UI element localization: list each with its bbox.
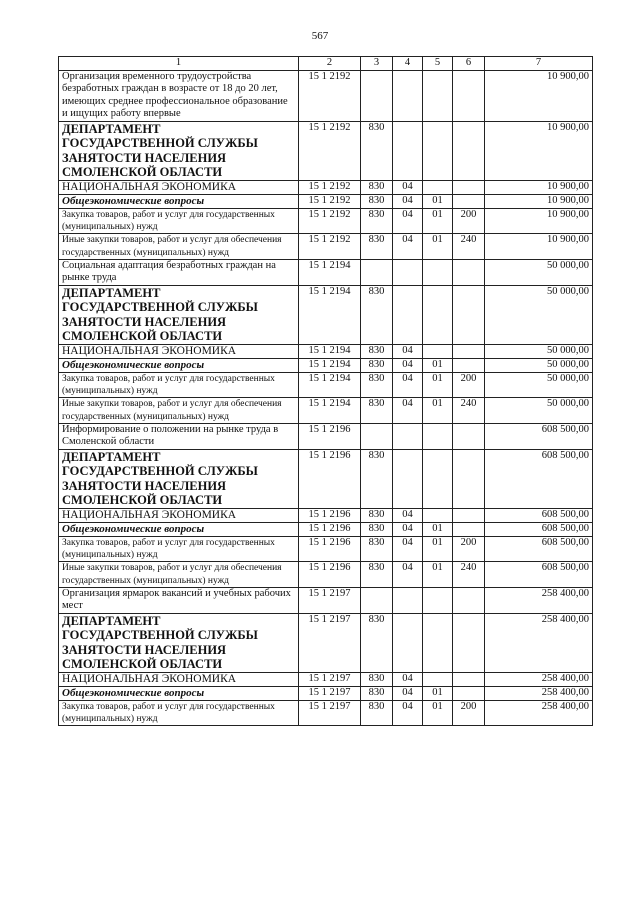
expense-type-code: [453, 522, 485, 536]
admin-code: 830: [361, 522, 393, 536]
table-row: [59, 398, 593, 424]
expense-type-code: [453, 358, 485, 372]
target-code: 15 1 2192: [299, 180, 361, 194]
subsection-code: 01: [423, 686, 453, 700]
subsection-code: [423, 587, 453, 613]
row-name: Информирование о положении на рынке труда в Смоленской области: [59, 423, 299, 449]
header-col-2: 2: [299, 57, 361, 71]
table-row: [59, 358, 593, 372]
admin-code: 830: [361, 285, 393, 344]
subsection-code: 01: [423, 522, 453, 536]
target-code: 15 1 2197: [299, 686, 361, 700]
target-code: 15 1 2192: [299, 234, 361, 260]
expense-type-code: [453, 71, 485, 122]
section-code: 04: [393, 672, 423, 686]
subsection-code: [423, 180, 453, 194]
target-code: 15 1 2196: [299, 522, 361, 536]
table-row: [59, 423, 593, 449]
admin-code: 830: [361, 536, 393, 562]
table-row: [59, 344, 593, 358]
subsection-code: 01: [423, 358, 453, 372]
subsection-code: 01: [423, 398, 453, 424]
section-code: 04: [393, 358, 423, 372]
section-code: 04: [393, 508, 423, 522]
subsection-code: [423, 672, 453, 686]
target-code: 15 1 2197: [299, 587, 361, 613]
table-row: [59, 180, 593, 194]
target-code: 15 1 2196: [299, 536, 361, 562]
admin-code: [361, 259, 393, 285]
admin-code: 830: [361, 508, 393, 522]
row-name: Организация ярмарок вакансий и учебных рабочих мест: [59, 587, 299, 613]
target-code: 15 1 2194: [299, 358, 361, 372]
target-code: 15 1 2194: [299, 398, 361, 424]
expense-type-code: [453, 121, 485, 180]
row-name: Иные закупки товаров, работ и услуг для обеспечения государственных (муниципальных) нужд: [59, 562, 299, 588]
table-row: [59, 536, 593, 562]
admin-code: 830: [361, 358, 393, 372]
admin-code: 830: [361, 562, 393, 588]
row-name: Общеэкономические вопросы: [59, 522, 299, 536]
section-code: 04: [393, 344, 423, 358]
subsection-code: [423, 449, 453, 508]
header-col-5: 5: [423, 57, 453, 71]
target-code: 15 1 2196: [299, 508, 361, 522]
row-name: НАЦИОНАЛЬНАЯ ЭКОНОМИКА: [59, 344, 299, 358]
row-name: ДЕПАРТАМЕНТ ГОСУДАРСТВЕННОЙ СЛУЖБЫ ЗАНЯТОСТИ НАСЕЛЕНИЯ СМОЛЕНСКОЙ ОБЛАСТИ: [59, 121, 299, 180]
subsection-code: [423, 285, 453, 344]
section-code: 04: [393, 372, 423, 398]
section-code: [393, 449, 423, 508]
amount: 258 400,00: [485, 700, 593, 726]
section-code: 04: [393, 208, 423, 234]
table-row: [59, 259, 593, 285]
subsection-code: [423, 613, 453, 672]
section-code: [393, 259, 423, 285]
subsection-code: [423, 71, 453, 122]
amount: 258 400,00: [485, 613, 593, 672]
header-col-3: 3: [361, 57, 393, 71]
subsection-code: 01: [423, 194, 453, 208]
row-name: Социальная адаптация безработных граждан на рынке труда: [59, 259, 299, 285]
row-name: Общеэкономические вопросы: [59, 686, 299, 700]
row-name: Закупка товаров, работ и услуг для государственных (муниципальных) нужд: [59, 536, 299, 562]
amount: 258 400,00: [485, 672, 593, 686]
row-name: Общеэкономические вопросы: [59, 194, 299, 208]
header-col-1: 1: [59, 57, 299, 71]
amount: 608 500,00: [485, 423, 593, 449]
admin-code: 830: [361, 194, 393, 208]
table-row: [59, 194, 593, 208]
admin-code: [361, 423, 393, 449]
target-code: 15 1 2196: [299, 449, 361, 508]
row-name: Закупка товаров, работ и услуг для государственных (муниципальных) нужд: [59, 700, 299, 726]
expense-type-code: [453, 259, 485, 285]
row-name: Закупка товаров, работ и услуг для государственных (муниципальных) нужд: [59, 372, 299, 398]
header-col-6: 6: [453, 57, 485, 71]
table-row: [59, 208, 593, 234]
admin-code: 830: [361, 449, 393, 508]
subsection-code: 01: [423, 700, 453, 726]
table-row: [59, 449, 593, 508]
amount: 608 500,00: [485, 522, 593, 536]
section-code: 04: [393, 234, 423, 260]
admin-code: 830: [361, 672, 393, 686]
row-name: НАЦИОНАЛЬНАЯ ЭКОНОМИКА: [59, 508, 299, 522]
subsection-code: 01: [423, 234, 453, 260]
admin-code: 830: [361, 686, 393, 700]
expense-type-code: 240: [453, 398, 485, 424]
row-name: Иные закупки товаров, работ и услуг для обеспечения государственных (муниципальных) нужд: [59, 398, 299, 424]
section-code: 04: [393, 180, 423, 194]
amount: 50 000,00: [485, 259, 593, 285]
table-row: [59, 522, 593, 536]
subsection-code: [423, 423, 453, 449]
expense-type-code: [453, 672, 485, 686]
row-name: НАЦИОНАЛЬНАЯ ЭКОНОМИКА: [59, 672, 299, 686]
admin-code: 830: [361, 234, 393, 260]
amount: 10 900,00: [485, 194, 593, 208]
amount: 50 000,00: [485, 358, 593, 372]
amount: 10 900,00: [485, 121, 593, 180]
expense-type-code: [453, 194, 485, 208]
expense-type-code: [453, 587, 485, 613]
expense-type-code: [453, 285, 485, 344]
expense-type-code: 200: [453, 372, 485, 398]
table-row: [59, 562, 593, 588]
section-code: [393, 587, 423, 613]
table-row: [59, 234, 593, 260]
target-code: 15 1 2196: [299, 562, 361, 588]
subsection-code: 01: [423, 208, 453, 234]
amount: 10 900,00: [485, 208, 593, 234]
subsection-code: [423, 259, 453, 285]
section-code: 04: [393, 522, 423, 536]
section-code: [393, 285, 423, 344]
row-name: Общеэкономические вопросы: [59, 358, 299, 372]
amount: 258 400,00: [485, 587, 593, 613]
row-name: Иные закупки товаров, работ и услуг для обеспечения государственных (муниципальных) нужд: [59, 234, 299, 260]
table-row: [59, 285, 593, 344]
header-col-7: 7: [485, 57, 593, 71]
row-name: Организация временного трудоустройства безработных граждан в возрасте от 18 до 20 лет, имеющих среднее профессиональное образование и ищущих работу впервые: [59, 71, 299, 122]
admin-code: 830: [361, 700, 393, 726]
subsection-code: 01: [423, 372, 453, 398]
section-code: [393, 71, 423, 122]
table-row: [59, 613, 593, 672]
table-row: [59, 71, 593, 122]
amount: 50 000,00: [485, 372, 593, 398]
subsection-code: [423, 121, 453, 180]
admin-code: 830: [361, 208, 393, 234]
table-row: [59, 672, 593, 686]
table-row: [59, 508, 593, 522]
target-code: 15 1 2192: [299, 71, 361, 122]
expense-type-code: [453, 686, 485, 700]
row-name: ДЕПАРТАМЕНТ ГОСУДАРСТВЕННОЙ СЛУЖБЫ ЗАНЯТОСТИ НАСЕЛЕНИЯ СМОЛЕНСКОЙ ОБЛАСТИ: [59, 613, 299, 672]
subsection-code: [423, 344, 453, 358]
expense-type-code: [453, 613, 485, 672]
row-name: НАЦИОНАЛЬНАЯ ЭКОНОМИКА: [59, 180, 299, 194]
amount: 608 500,00: [485, 449, 593, 508]
row-name: ДЕПАРТАМЕНТ ГОСУДАРСТВЕННОЙ СЛУЖБЫ ЗАНЯТОСТИ НАСЕЛЕНИЯ СМОЛЕНСКОЙ ОБЛАСТИ: [59, 285, 299, 344]
target-code: 15 1 2194: [299, 344, 361, 358]
amount: 608 500,00: [485, 536, 593, 562]
target-code: 15 1 2197: [299, 613, 361, 672]
target-code: 15 1 2194: [299, 372, 361, 398]
section-code: [393, 613, 423, 672]
target-code: 15 1 2197: [299, 672, 361, 686]
table-row: [59, 700, 593, 726]
amount: 50 000,00: [485, 344, 593, 358]
section-code: [393, 423, 423, 449]
admin-code: [361, 71, 393, 122]
section-code: 04: [393, 686, 423, 700]
admin-code: [361, 587, 393, 613]
page-number: 567: [311, 30, 329, 42]
expense-type-code: [453, 344, 485, 358]
section-code: 04: [393, 536, 423, 562]
header-row: [59, 57, 593, 71]
row-name: Закупка товаров, работ и услуг для государственных (муниципальных) нужд: [59, 208, 299, 234]
target-code: 15 1 2197: [299, 700, 361, 726]
subsection-code: [423, 508, 453, 522]
table-row: [59, 121, 593, 180]
budget-table: [58, 56, 593, 726]
section-code: 04: [393, 194, 423, 208]
amount: 50 000,00: [485, 285, 593, 344]
admin-code: 830: [361, 121, 393, 180]
expense-type-code: [453, 449, 485, 508]
expense-type-code: 240: [453, 234, 485, 260]
expense-type-code: 240: [453, 562, 485, 588]
expense-type-code: [453, 508, 485, 522]
amount: 608 500,00: [485, 562, 593, 588]
subsection-code: 01: [423, 536, 453, 562]
table-row: [59, 372, 593, 398]
row-name: ДЕПАРТАМЕНТ ГОСУДАРСТВЕННОЙ СЛУЖБЫ ЗАНЯТОСТИ НАСЕЛЕНИЯ СМОЛЕНСКОЙ ОБЛАСТИ: [59, 449, 299, 508]
target-code: 15 1 2192: [299, 194, 361, 208]
amount: 10 900,00: [485, 180, 593, 194]
expense-type-code: 200: [453, 700, 485, 726]
admin-code: 830: [361, 613, 393, 672]
target-code: 15 1 2194: [299, 285, 361, 344]
table-row: [59, 587, 593, 613]
subsection-code: 01: [423, 562, 453, 588]
header-col-4: 4: [393, 57, 423, 71]
expense-type-code: 200: [453, 208, 485, 234]
expense-type-code: [453, 180, 485, 194]
amount: 10 900,00: [485, 234, 593, 260]
section-code: 04: [393, 562, 423, 588]
admin-code: 830: [361, 180, 393, 194]
target-code: 15 1 2192: [299, 208, 361, 234]
target-code: 15 1 2192: [299, 121, 361, 180]
amount: 50 000,00: [485, 398, 593, 424]
target-code: 15 1 2196: [299, 423, 361, 449]
amount: 258 400,00: [485, 686, 593, 700]
section-code: [393, 121, 423, 180]
admin-code: 830: [361, 344, 393, 358]
section-code: 04: [393, 700, 423, 726]
section-code: 04: [393, 398, 423, 424]
table-body: [59, 71, 593, 726]
admin-code: 830: [361, 372, 393, 398]
target-code: 15 1 2194: [299, 259, 361, 285]
table-row: [59, 686, 593, 700]
expense-type-code: 200: [453, 536, 485, 562]
amount: 608 500,00: [485, 508, 593, 522]
expense-type-code: [453, 423, 485, 449]
admin-code: 830: [361, 398, 393, 424]
amount: 10 900,00: [485, 71, 593, 122]
